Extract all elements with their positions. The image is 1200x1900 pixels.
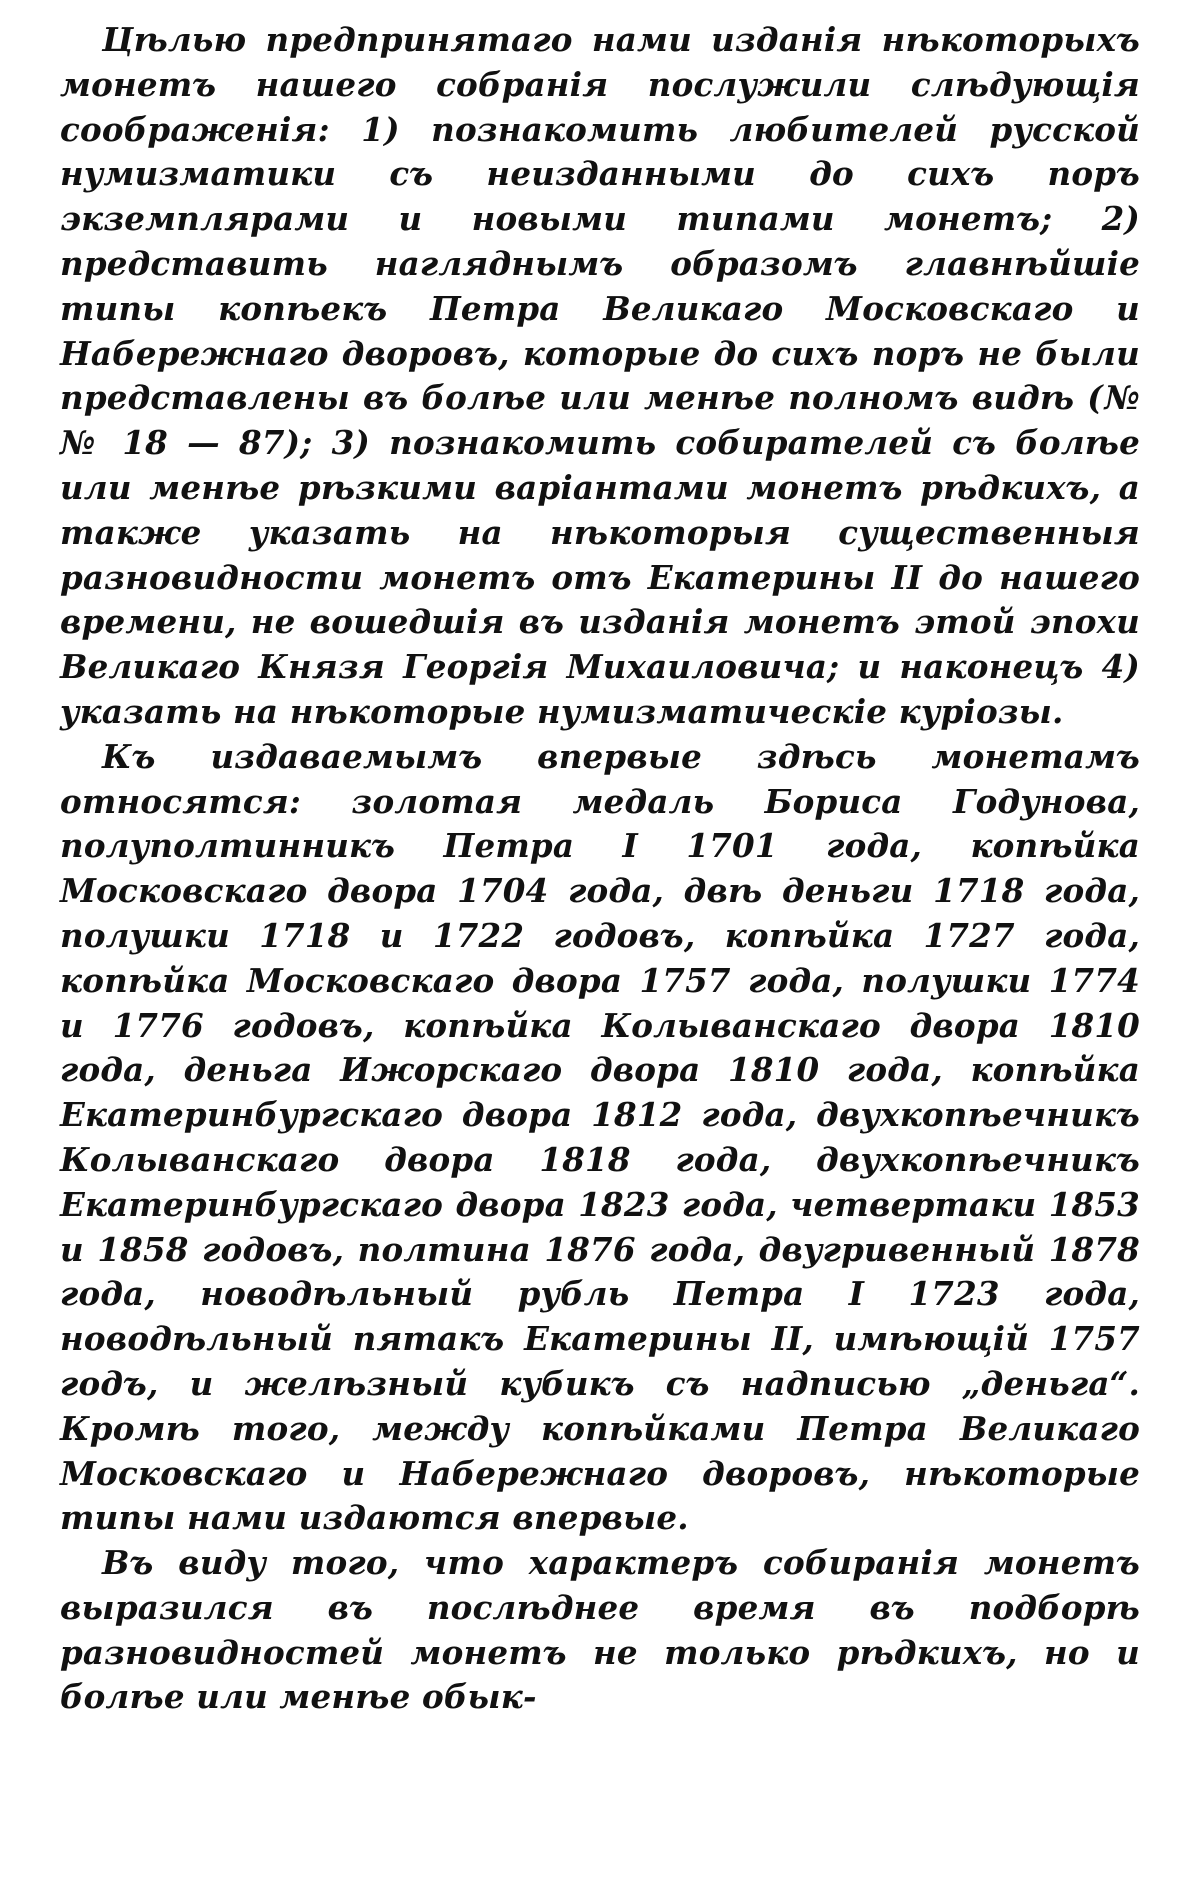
paragraph-collecting-character: Въ виду того, что характеръ собиранія монетъ выразился въ послѣднее время въ подборѣ разновидностей монетъ не только рѣдкихъ, но и болѣе или менѣе обык- xyxy=(60,1543,1140,1717)
paragraph-first-published-coins: Къ издаваемымъ впервые здѣсь монетамъ относятся: золотая медаль Бориса Годунова, полуполтинникъ Петра I 1701 года, копѣйка Московскаго двора 1704 года, двѣ деньги 1718 года, полушки 1718 и 1722 годовъ, копѣйка 1727 года, копѣйка Московскаго двора 1757 года, полушки 1774 и 1776 годовъ, копѣйка Колыванскаго двора 1810 года, деньга Ижорскаго двора 1810 года, копѣйка Екатеринбургскаго двора 1812 года, двухкопѣечникъ Колыванскаго двора 1818 года, двухкопѣечникъ Екатеринбургскаго двора 1823 года, четвертаки 1853 и 1858 годовъ, полтина 1876 года, двугривенный 1878 года, новодѣльный рубль Петра I 1723 года, новодѣльный пятакъ Екатерины II, имѣющій 1757 годъ, и желѣзный кубикъ съ надписью „деньга“. Кромѣ того, между копѣйками Петра Великаго Московскаго и Набережнаго дворовъ, нѣкоторые типы нами издаются впервые. xyxy=(60,736,1140,1538)
paragraph-purpose: Цѣлью предпринятаго нами изданія нѣкоторыхъ монетъ нашего собранія послужили слѣдующія соображенія: 1) познакомить любителей русской нумизматики съ неизданными до сихъ поръ экземплярами и новыми типами монетъ; 2) представить нагляднымъ образомъ главнѣйшіе типы копѣекъ Петра Великаго Московскаго и Набережнаго дворовъ, которые до сихъ поръ не были представлены въ болѣе или менѣе полномъ видѣ (№№ 18 — 87); 3) познакомить собирателей съ болѣе или менѣе рѣзкими варіантами монетъ рѣдкихъ, а также указать на нѣкоторыя существенныя разновидности монетъ отъ Екатерины II до нашего времени, не вошедшія въ изданія монетъ этой эпохи Великаго Князя Георгія Михаиловича; и наконецъ 4) указать на нѣкоторые нумизматическіе куріозы. xyxy=(60,20,1140,731)
document-page xyxy=(60,18,1140,1720)
